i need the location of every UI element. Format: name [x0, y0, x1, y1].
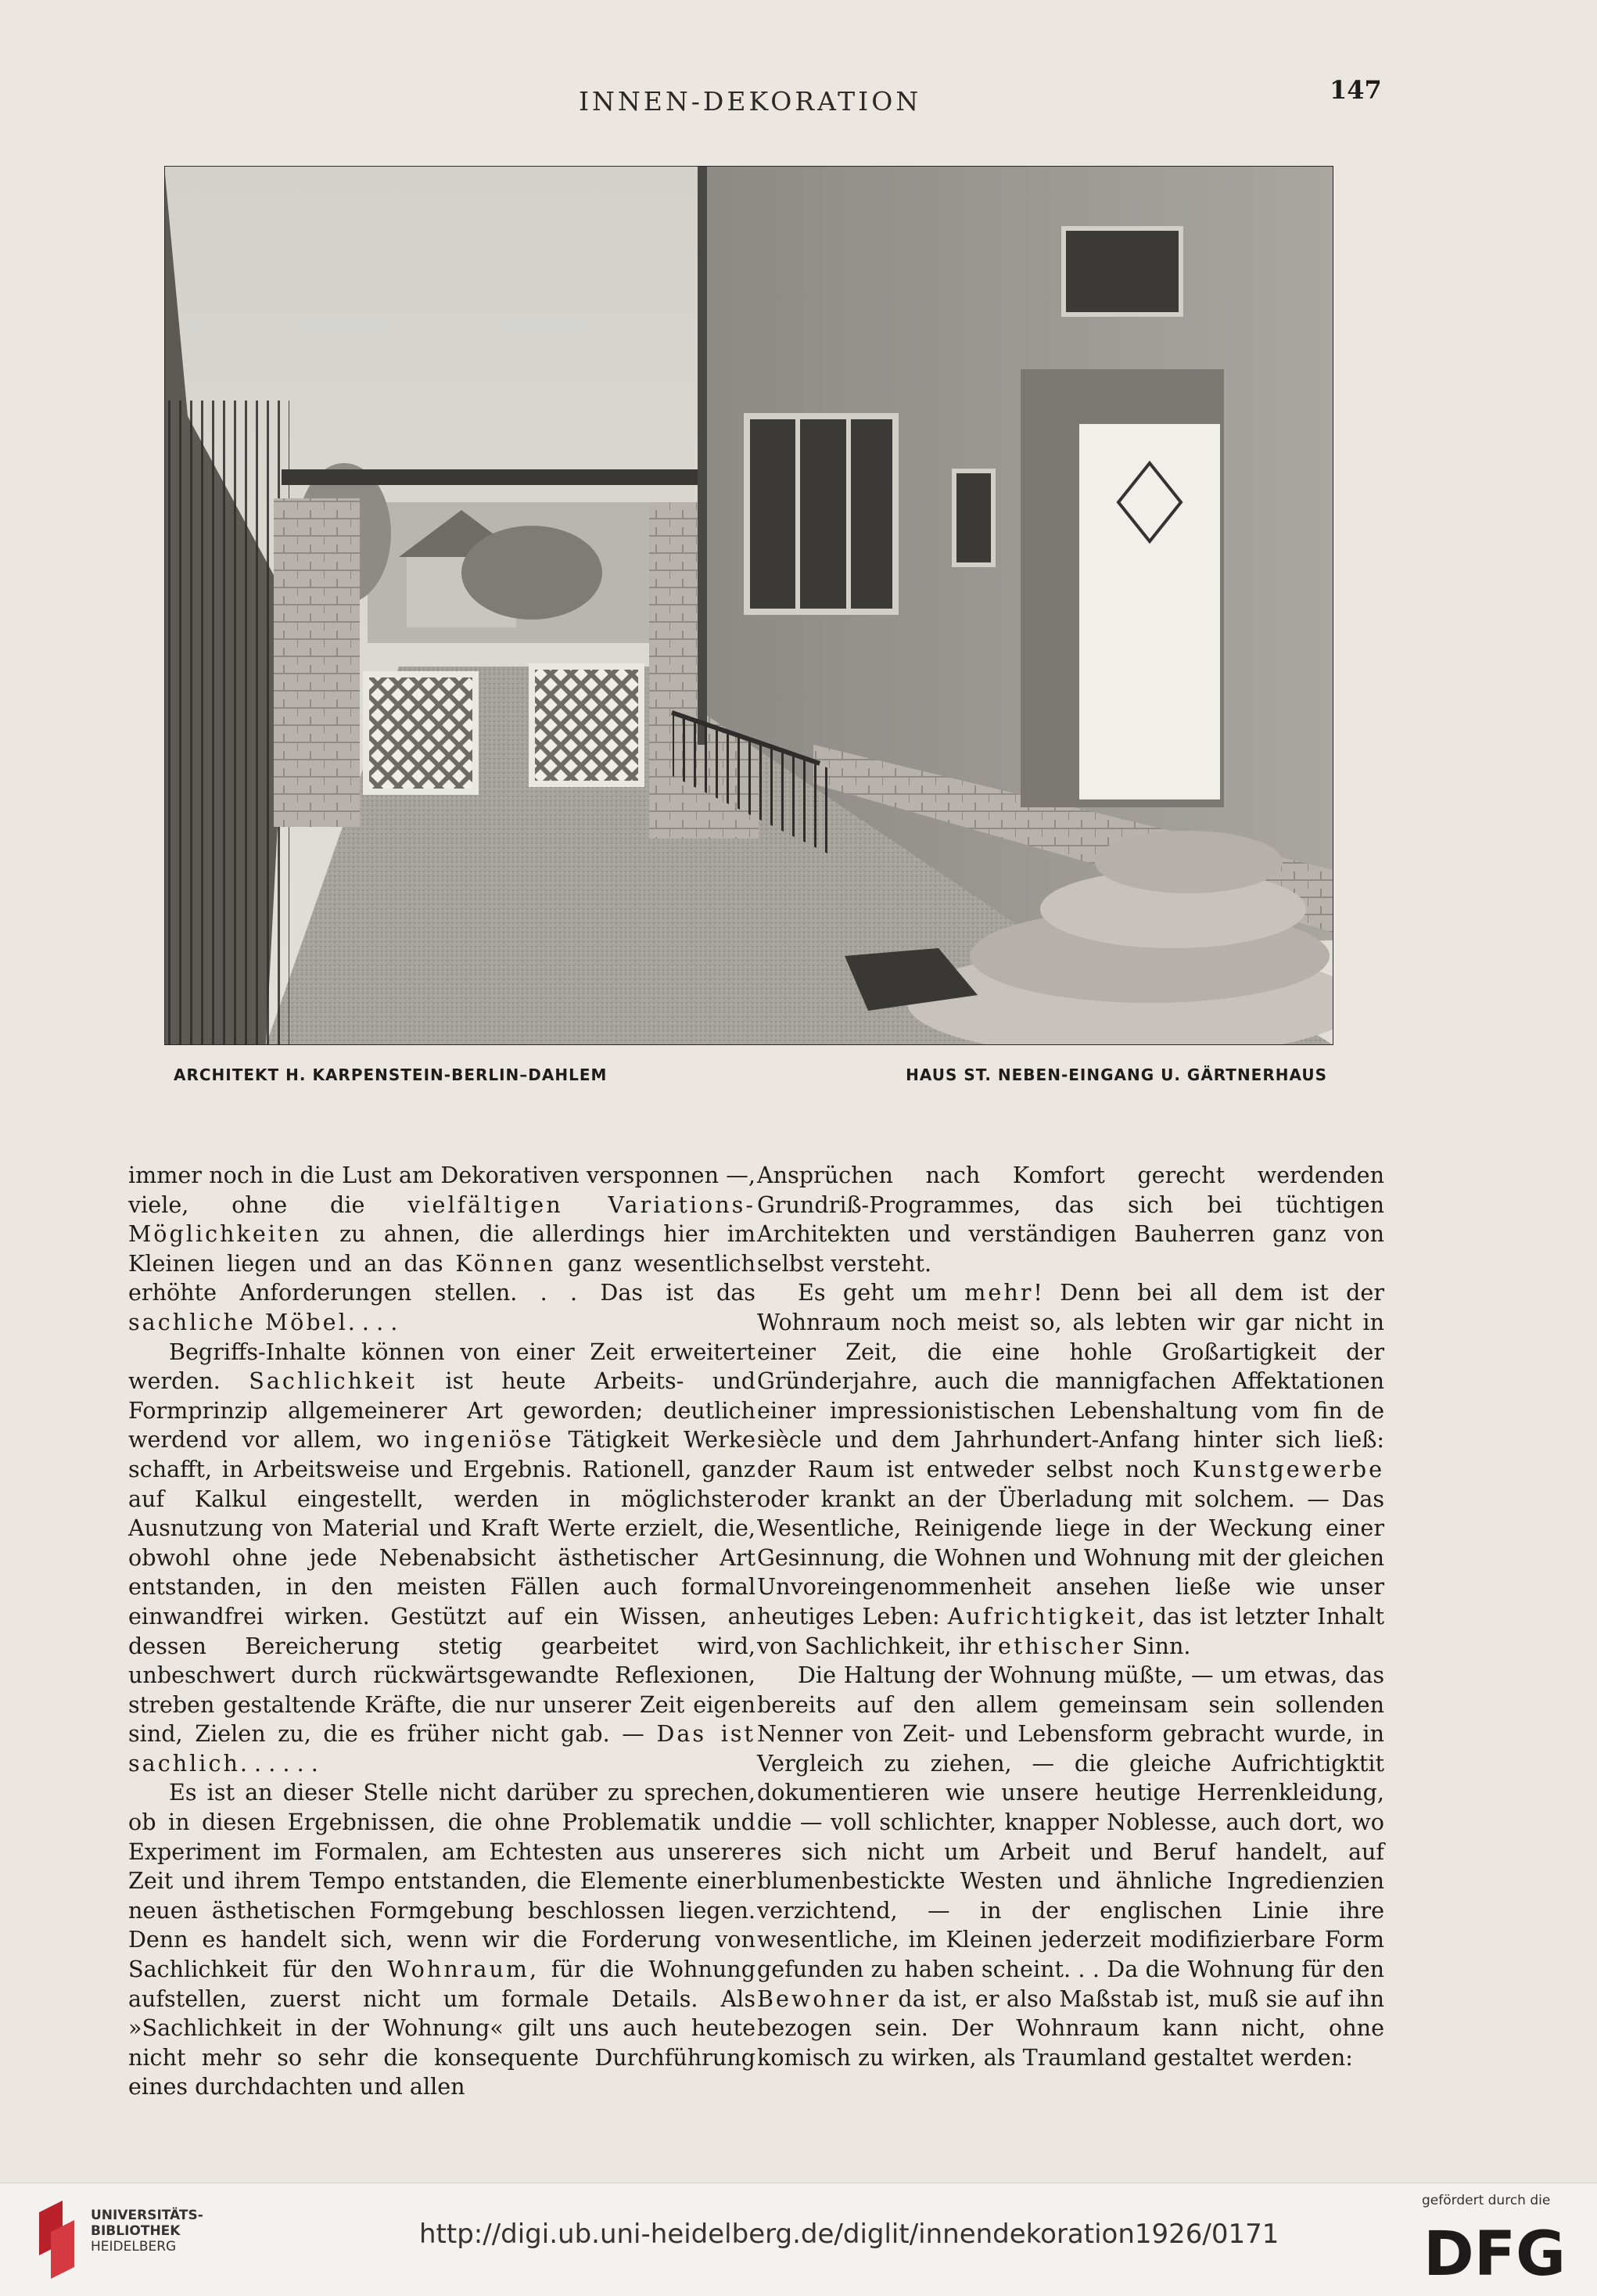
paragraph: Die Haltung der Wohnung müßte, — um etwas, das bereits auf den allem gemeinsam sein sollenden Nenner von Zeit- und Lebensform gebracht wurde, in Vergleich zu ziehen, — die gleiche Aufrichtigktit dokumentieren wie unsere heutige Herrenkleidung, die — voll schlichter, knapper Noblesse, auch dort, wo es sich nicht um Arbeit und Beruf handelt, auf blumenbestickte Westen und ähnliche Ingredienzien verzichtend, — in der englischen Linie ihre wesentliche, im Kleinen jederzeit modifizierbare Form gefunden zu haben scheint. . . Da die Wohnung für den Bewohner da ist, er also Maßstab ist, muß sie auf ihn bezogen sein. Der Wohnraum kann nicht, ohne komisch zu wirken, als Traumland gestaltet werden: — [757, 1662, 1384, 2071]
paragraph: Begriffs-Inhalte können von einer Zeit erweitert werden. Sachlichkeit ist heute Arbeits- und Formprinzip allgemeinerer Art geworden; deutlich werdend vor allem, wo ingeniöse Tätigkeit Werke schafft, in Arbeitsweise und Ergebnis. Rationell, ganz auf Kalkul eingestellt, werden in möglichster Ausnutzung von Material und Kraft Werte erzielt, die, obwohl ohne jede Nebenabsicht ästhetischer Art entstanden, in den meisten Fällen auch formal einwandfrei wirken. Gestützt auf ein Wissen, an dessen Bereicherung stetig gearbeitet wird, unbeschwert durch rückwärtsgewandte Reflexionen, streben gestaltende Kräfte, die nur unserer Zeit eigen sind, Zielen zu, die es früher nicht gab. — Das ist sachlich. . . . . . — [128, 1338, 756, 1777]
caption-architect: ARCHITEKT H. KARPENSTEIN-BERLIN–DAHLEM — [174, 1065, 608, 1084]
right-column — [757, 1161, 1384, 2072]
left-column — [128, 1161, 755, 2102]
paragraph: Es ist an dieser Stelle nicht darüber zu sprechen, ob in diesen Ergebnissen, die ohne Problematik und Experiment im Formalen, am Echtesten aus unserer Zeit und ihrem Tempo entstanden, die Elemente einer neuen ästhetischen Formgebung beschlossen liegen. Denn es handelt sich, wenn wir die Forderung von Sachlichkeit für den Wohnraum, für die Wohnung aufstellen, zuerst nicht um formale Details. Als »Sachlichkeit in der Wohnung« gilt uns auch heute nicht mehr so sehr die konsequente Durchführung eines durchdachten und allen — [128, 1779, 755, 2100]
paragraph: Ansprüchen nach Komfort gerecht werdenden Grundriß-Programmes, das sich bei tüchtigen Architekten und verständigen Bauherren ganz von selbst versteht. — [757, 1162, 1384, 1277]
svg-text:DFG: DFG — [1423, 2220, 1566, 2283]
architecture-photo — [164, 166, 1333, 1045]
university-library-name: UNIVERSITÄTS- BIBLIOTHEK HEIDELBERG — [91, 2208, 203, 2255]
paragraph: immer noch in die Lust am Dekorativen versponnen —, viele, ohne die vielfältigen Variations-Möglichkeiten zu ahnen, die allerdings hier im Kleinen liegen und an das Können ganz wesentlich erhöhte Anforderungen stellen. . . Das ist das sachliche Möbel. . . . — [128, 1162, 756, 1335]
page-number: 147 — [1330, 75, 1382, 105]
dfg-logo-icon — [1423, 2220, 1572, 2283]
paragraph: Es geht um mehr! Denn bei all dem ist der Wohnraum noch meist so, als lebten wir gar nicht in einer Zeit, die eine hohle Großartigkeit der Gründerjahre, auch die mannigfachen Affektationen einer impressionistischen Lebenshaltung vom fin de siècle und dem Jahrhundert-Anfang hinter sich ließ: der Raum ist entweder selbst noch Kunstgewerbe oder krankt an der Überladung mit solchem. — Das Wesentliche, Reinigende liege in der Weckung einer Gesinnung, die Wohnen und Wohnung mit der gleichen Unvoreingenommenheit ansehen ließe wie unser heutiges Leben: Aufrichtigkeit, das ist letzter Inhalt von Sachlichkeit, ihr ethischer Sinn. — [757, 1279, 1384, 1659]
university-library-logo-icon — [31, 2197, 86, 2283]
permalink-url[interactable]: http://digi.ub.uni-heidelberg.de/diglit/innendekoration1926/0171 — [419, 2219, 1279, 2250]
caption-subject: HAUS ST. NEBEN-EINGANG U. GÄRTNERHAUS — [906, 1065, 1327, 1084]
running-head: INNEN-DEKORATION — [579, 86, 922, 117]
funding-note: gefördert durch die — [1422, 2193, 1551, 2208]
